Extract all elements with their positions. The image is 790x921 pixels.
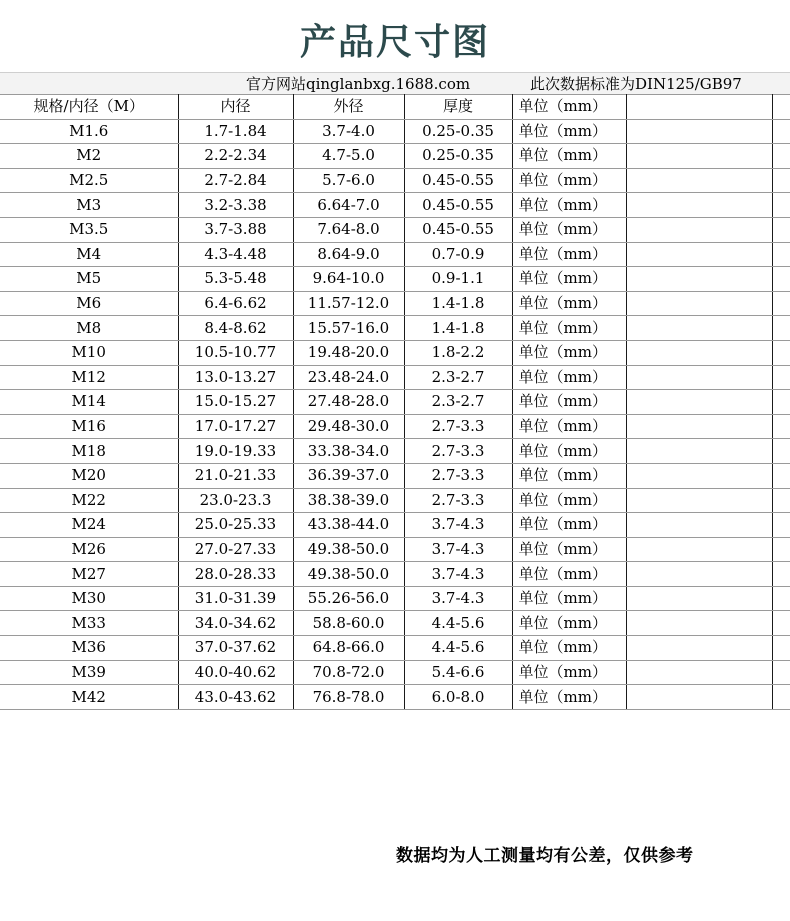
cell-inner-diameter: 4.3-4.48 — [178, 242, 293, 267]
empty-cell — [626, 562, 772, 587]
table-row — [0, 513, 790, 538]
empty-cell — [626, 168, 772, 193]
empty-cell — [772, 242, 790, 267]
table-row — [0, 537, 790, 562]
cell-inner-diameter: 34.0-34.62 — [178, 611, 293, 636]
cell-thickness: 5.4-6.6 — [404, 660, 512, 685]
empty-cell — [772, 414, 790, 439]
empty-cell — [772, 365, 790, 390]
empty-cell — [626, 291, 772, 316]
cell-unit: 单位（mm） — [512, 611, 626, 636]
cell-outer-diameter: 38.38-39.0 — [293, 488, 404, 513]
cell-spec: M3 — [0, 193, 178, 218]
empty-cell — [626, 193, 772, 218]
cell-spec: M12 — [0, 365, 178, 390]
cell-spec: M10 — [0, 340, 178, 365]
cell-inner-diameter: 13.0-13.27 — [178, 365, 293, 390]
table-row — [0, 611, 790, 636]
empty-cell — [772, 193, 790, 218]
cell-unit: 单位（mm） — [512, 636, 626, 661]
cell-outer-diameter: 64.8-66.0 — [293, 636, 404, 661]
cell-inner-diameter: 25.0-25.33 — [178, 513, 293, 538]
empty-cell — [626, 390, 772, 415]
empty-cell — [772, 586, 790, 611]
table-row — [0, 685, 790, 710]
empty-cell — [626, 95, 772, 120]
table-row — [0, 390, 790, 415]
footnote: 数据均为人工测量均有公差，仅供参考 — [396, 846, 694, 866]
cell-outer-diameter: 9.64-10.0 — [293, 267, 404, 292]
cell-thickness: 2.3-2.7 — [404, 390, 512, 415]
empty-cell — [626, 242, 772, 267]
cell-inner-diameter: 23.0-23.3 — [178, 488, 293, 513]
cell-outer-diameter: 6.64-7.0 — [293, 193, 404, 218]
empty-cell — [626, 488, 772, 513]
cell-unit: 单位（mm） — [512, 365, 626, 390]
empty-cell — [626, 144, 772, 169]
cell-inner-diameter: 10.5-10.77 — [178, 340, 293, 365]
cell-spec: M6 — [0, 291, 178, 316]
cell-unit: 单位（mm） — [512, 291, 626, 316]
empty-cell — [626, 217, 772, 242]
cell-unit: 单位（mm） — [512, 586, 626, 611]
cell-outer-diameter: 36.39-37.0 — [293, 463, 404, 488]
empty-cell — [626, 439, 772, 464]
cell-unit: 单位（mm） — [512, 390, 626, 415]
cell-outer-diameter: 23.48-24.0 — [293, 365, 404, 390]
empty-cell — [626, 365, 772, 390]
cell-spec: M2.5 — [0, 168, 178, 193]
cell-outer-diameter: 43.38-44.0 — [293, 513, 404, 538]
cell-inner-diameter: 37.0-37.62 — [178, 636, 293, 661]
cell-thickness: 0.7-0.9 — [404, 242, 512, 267]
cell-thickness: 2.7-3.3 — [404, 488, 512, 513]
cell-thickness: 0.45-0.55 — [404, 193, 512, 218]
cell-unit: 单位（mm） — [512, 242, 626, 267]
cell-outer-diameter: 3.7-4.0 — [293, 119, 404, 144]
empty-cell — [772, 488, 790, 513]
table-row — [0, 586, 790, 611]
standard-note: 此次数据标准为DIN125/GB97 — [530, 75, 742, 93]
empty-cell — [772, 513, 790, 538]
table-row — [0, 144, 790, 169]
empty-cell — [626, 267, 772, 292]
cell-outer-diameter: 27.48-28.0 — [293, 390, 404, 415]
cell-thickness: 3.7-4.3 — [404, 586, 512, 611]
empty-cell — [626, 340, 772, 365]
cell-inner-diameter: 3.7-3.88 — [178, 217, 293, 242]
cell-unit: 单位（mm） — [512, 537, 626, 562]
page-title: 产品尺寸图 — [299, 21, 490, 63]
cell-spec: M4 — [0, 242, 178, 267]
cell-inner-diameter: 27.0-27.33 — [178, 537, 293, 562]
cell-outer-diameter: 70.8-72.0 — [293, 660, 404, 685]
cell-inner-diameter: 8.4-8.62 — [178, 316, 293, 341]
empty-cell — [626, 513, 772, 538]
cell-spec: M16 — [0, 414, 178, 439]
cell-thickness: 4.4-5.6 — [404, 611, 512, 636]
cell-thickness: 0.45-0.55 — [404, 168, 512, 193]
cell-outer-diameter: 11.57-12.0 — [293, 291, 404, 316]
cell-outer-diameter: 15.57-16.0 — [293, 316, 404, 341]
cell-spec: M2 — [0, 144, 178, 169]
table-row — [0, 439, 790, 464]
empty-cell — [626, 463, 772, 488]
cell-thickness: 2.7-3.3 — [404, 463, 512, 488]
table-row — [0, 119, 790, 144]
cell-thickness: 6.0-8.0 — [404, 685, 512, 710]
empty-cell — [772, 390, 790, 415]
empty-cell — [772, 660, 790, 685]
header-thickness: 厚度 — [404, 95, 512, 120]
cell-outer-diameter: 58.8-60.0 — [293, 611, 404, 636]
empty-cell — [626, 611, 772, 636]
cell-outer-diameter: 5.7-6.0 — [293, 168, 404, 193]
table-row — [0, 267, 790, 292]
cell-outer-diameter: 49.38-50.0 — [293, 562, 404, 587]
empty-cell — [772, 636, 790, 661]
cell-thickness: 2.3-2.7 — [404, 365, 512, 390]
cell-inner-diameter: 17.0-17.27 — [178, 414, 293, 439]
cell-thickness: 0.25-0.35 — [404, 119, 512, 144]
cell-unit: 单位（mm） — [512, 463, 626, 488]
cell-thickness: 1.8-2.2 — [404, 340, 512, 365]
cell-inner-diameter: 6.4-6.62 — [178, 291, 293, 316]
table-row — [0, 291, 790, 316]
header-outer-diameter: 外径 — [293, 95, 404, 120]
cell-inner-diameter: 28.0-28.33 — [178, 562, 293, 587]
empty-cell — [626, 316, 772, 341]
empty-cell — [772, 685, 790, 710]
empty-cell — [772, 562, 790, 587]
cell-unit: 单位（mm） — [512, 168, 626, 193]
cell-outer-diameter: 49.38-50.0 — [293, 537, 404, 562]
cell-spec: M36 — [0, 636, 178, 661]
empty-cell — [772, 267, 790, 292]
empty-cell — [772, 291, 790, 316]
table-row — [0, 636, 790, 661]
empty-cell — [772, 340, 790, 365]
cell-outer-diameter: 8.64-9.0 — [293, 242, 404, 267]
cell-inner-diameter: 43.0-43.62 — [178, 685, 293, 710]
empty-cell — [772, 316, 790, 341]
cell-outer-diameter: 33.38-34.0 — [293, 439, 404, 464]
empty-cell — [626, 414, 772, 439]
cell-unit: 单位（mm） — [512, 316, 626, 341]
table-row — [0, 463, 790, 488]
cell-spec: M3.5 — [0, 217, 178, 242]
empty-cell — [772, 439, 790, 464]
header-spec: 规格/内径（M） — [0, 95, 178, 120]
cell-unit: 单位（mm） — [512, 144, 626, 169]
cell-inner-diameter: 2.2-2.34 — [178, 144, 293, 169]
cell-outer-diameter: 76.8-78.0 — [293, 685, 404, 710]
table-row — [0, 488, 790, 513]
empty-cell — [772, 217, 790, 242]
cell-spec: M14 — [0, 390, 178, 415]
cell-thickness: 1.4-1.8 — [404, 291, 512, 316]
cell-spec: M39 — [0, 660, 178, 685]
cell-spec: M30 — [0, 586, 178, 611]
cell-spec: M20 — [0, 463, 178, 488]
table-row — [0, 168, 790, 193]
empty-cell — [772, 95, 790, 120]
cell-spec: M8 — [0, 316, 178, 341]
cell-thickness: 4.4-5.6 — [404, 636, 512, 661]
empty-cell — [772, 537, 790, 562]
cell-inner-diameter: 19.0-19.33 — [178, 439, 293, 464]
table-row — [0, 193, 790, 218]
table-row — [0, 562, 790, 587]
cell-unit: 单位（mm） — [512, 685, 626, 710]
cell-inner-diameter: 5.3-5.48 — [178, 267, 293, 292]
cell-spec: M26 — [0, 537, 178, 562]
empty-cell — [626, 660, 772, 685]
cell-spec: M24 — [0, 513, 178, 538]
cell-spec: M27 — [0, 562, 178, 587]
cell-spec: M42 — [0, 685, 178, 710]
cell-outer-diameter: 4.7-5.0 — [293, 144, 404, 169]
table-row — [0, 660, 790, 685]
cell-thickness: 0.25-0.35 — [404, 144, 512, 169]
empty-cell — [626, 636, 772, 661]
cell-outer-diameter: 55.26-56.0 — [293, 586, 404, 611]
cell-outer-diameter: 7.64-8.0 — [293, 217, 404, 242]
cell-thickness: 0.45-0.55 — [404, 217, 512, 242]
cell-thickness: 2.7-3.3 — [404, 414, 512, 439]
cell-inner-diameter: 15.0-15.27 — [178, 390, 293, 415]
empty-cell — [626, 119, 772, 144]
table-row — [0, 414, 790, 439]
empty-cell — [626, 685, 772, 710]
table-row — [0, 365, 790, 390]
cell-inner-diameter: 2.7-2.84 — [178, 168, 293, 193]
cell-inner-diameter: 21.0-21.33 — [178, 463, 293, 488]
empty-cell — [772, 611, 790, 636]
cell-unit: 单位（mm） — [512, 217, 626, 242]
cell-unit: 单位（mm） — [512, 562, 626, 587]
cell-spec: M22 — [0, 488, 178, 513]
cell-thickness: 3.7-4.3 — [404, 537, 512, 562]
empty-cell — [626, 537, 772, 562]
empty-cell — [772, 119, 790, 144]
table-row — [0, 340, 790, 365]
cell-outer-diameter: 19.48-20.0 — [293, 340, 404, 365]
cell-unit: 单位（mm） — [512, 340, 626, 365]
cell-inner-diameter: 3.2-3.38 — [178, 193, 293, 218]
empty-cell — [772, 168, 790, 193]
table-header-row — [0, 95, 790, 120]
cell-thickness: 0.9-1.1 — [404, 267, 512, 292]
cell-thickness: 2.7-3.3 — [404, 439, 512, 464]
cell-thickness: 3.7-4.3 — [404, 513, 512, 538]
cell-outer-diameter: 29.48-30.0 — [293, 414, 404, 439]
cell-unit: 单位（mm） — [512, 193, 626, 218]
cell-thickness: 1.4-1.8 — [404, 316, 512, 341]
cell-unit: 单位（mm） — [512, 414, 626, 439]
header-inner-diameter: 内径 — [178, 95, 293, 120]
size-table — [0, 94, 790, 710]
empty-cell — [626, 586, 772, 611]
table-row — [0, 316, 790, 341]
cell-inner-diameter: 1.7-1.84 — [178, 119, 293, 144]
cell-inner-diameter: 40.0-40.62 — [178, 660, 293, 685]
cell-spec: M1.6 — [0, 119, 178, 144]
official-site-text: 官方网站qinglanbxg.1688.com — [246, 75, 471, 93]
empty-cell — [772, 144, 790, 169]
header-unit: 单位（mm） — [512, 95, 626, 120]
cell-unit: 单位（mm） — [512, 488, 626, 513]
cell-spec: M33 — [0, 611, 178, 636]
cell-unit: 单位（mm） — [512, 267, 626, 292]
table-row — [0, 217, 790, 242]
cell-unit: 单位（mm） — [512, 660, 626, 685]
cell-thickness: 3.7-4.3 — [404, 562, 512, 587]
empty-cell — [772, 463, 790, 488]
cell-spec: M18 — [0, 439, 178, 464]
cell-unit: 单位（mm） — [512, 439, 626, 464]
subheader-bar — [0, 72, 790, 95]
cell-unit: 单位（mm） — [512, 513, 626, 538]
cell-inner-diameter: 31.0-31.39 — [178, 586, 293, 611]
table-row — [0, 242, 790, 267]
cell-spec: M5 — [0, 267, 178, 292]
cell-unit: 单位（mm） — [512, 119, 626, 144]
